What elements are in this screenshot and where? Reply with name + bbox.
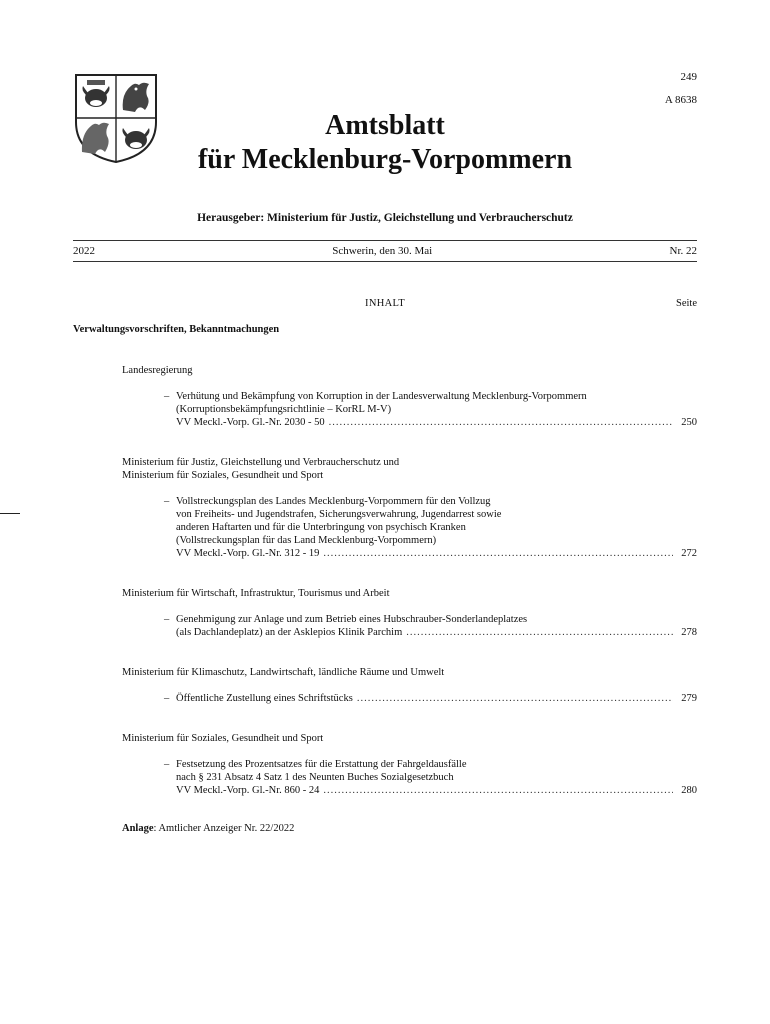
entry-title: Festsetzung des Prozentsatzes für die Erstattung der Fahrgeldausfälle xyxy=(176,759,467,770)
entry-line: (Korruptionsbekämpfungsrichtlinie – KorRL M-V) xyxy=(176,404,392,415)
entry-dash: – xyxy=(164,614,170,625)
page-number: 249 xyxy=(680,71,697,83)
entry-line: nach § 231 Absatz 4 Satz 1 des Neunten Buches Sozialgesetzbuch xyxy=(176,772,454,783)
entry-leader-line xyxy=(164,547,697,560)
publisher: Herausgeber: Ministerium für Justiz, Gleichstellung und Verbraucherschutz xyxy=(197,212,573,224)
issue-place-date: Schwerin, den 30. Mai xyxy=(332,245,433,257)
margin-mark xyxy=(0,513,20,514)
toc-entry[interactable] xyxy=(164,758,697,797)
attachment-text: : Amtlicher Anzeiger Nr. 22/2022 xyxy=(153,823,295,834)
toc-entry[interactable] xyxy=(164,390,697,429)
issue-number: Nr. 22 xyxy=(669,245,697,257)
toc-heading: INHALT xyxy=(365,298,405,309)
toc-entry[interactable] xyxy=(164,692,697,705)
issue-year: 2022 xyxy=(73,245,95,257)
toc-page-column-label: Seite xyxy=(676,298,697,309)
toc-org: Ministerium für Soziales, Gesundheit und Sport xyxy=(122,733,324,744)
toc-entry[interactable] xyxy=(164,613,697,639)
entry-dash: – xyxy=(164,693,170,704)
journal-title: Amtsblatt xyxy=(325,110,445,141)
attachment-label: Anlage xyxy=(122,823,154,834)
entry-title: Verhütung und Bekämpfung von Korruption in der Landesverwaltung Mecklenburg-Vorpommern xyxy=(176,391,587,402)
entry-title: Öffentliche Zustellung eines Schriftstücks xyxy=(176,693,353,704)
entry-leader-line xyxy=(164,692,697,705)
entry-title: Genehmigung zur Anlage und zum Betrieb eines Hubschrauber-Sonderlandeplatzes xyxy=(176,614,528,625)
journal-subtitle: für Mecklenburg-Vorpommern xyxy=(197,144,573,175)
entry-page: 272 xyxy=(681,548,697,559)
entry-reference: (als Dachlandeplatz) an der Asklepios Klinik Parchim xyxy=(176,627,403,638)
toc-section-heading: Verwaltungsvorschriften, Bekanntmachungen xyxy=(73,324,280,335)
entry-reference: VV Meckl.-Vorp. Gl.-Nr. 312 - 19 xyxy=(176,548,320,559)
issue-meta-row xyxy=(73,245,697,257)
entry-leader-line xyxy=(164,626,697,639)
entry-page: 279 xyxy=(681,693,697,704)
attachment-note xyxy=(122,823,294,834)
bottom-divider xyxy=(73,261,697,262)
entry-page: 278 xyxy=(681,627,697,638)
entry-line: anderen Haftarten und für die Unterbringung von psychisch Kranken xyxy=(176,522,466,533)
entry-leader-line xyxy=(164,416,697,429)
entry-leader-line xyxy=(164,784,697,797)
entry-page: 280 xyxy=(681,785,697,796)
entry-page: 250 xyxy=(681,417,697,428)
entry-dash: – xyxy=(164,496,170,507)
toc-entry[interactable] xyxy=(164,495,697,560)
entry-title: Vollstreckungsplan des Landes Mecklenburg-Vorpommern für den Vollzug xyxy=(176,496,491,507)
entry-line: von Freiheits- und Jugendstrafen, Sicherungsverwahrung, Jugendarrest sowie xyxy=(176,509,502,520)
toc-org: Landesregierung xyxy=(122,365,193,376)
entry-dash: – xyxy=(164,391,170,402)
toc-org: Ministerium für Justiz, Gleichstellung und Verbraucherschutz und Ministerium für Soziales, Gesundheit und Sport xyxy=(122,457,400,481)
toc-org: Ministerium für Klimaschutz, Landwirtschaft, ländliche Räume und Umwelt xyxy=(122,667,445,678)
top-divider xyxy=(73,240,697,241)
entry-reference: VV Meckl.-Vorp. Gl.-Nr. 2030 - 50 xyxy=(176,417,325,428)
issn-code: A 8638 xyxy=(664,94,697,106)
toc-org: Ministerium für Wirtschaft, Infrastruktur, Tourismus und Arbeit xyxy=(122,588,390,599)
entry-dash: – xyxy=(164,759,170,770)
entry-reference: VV Meckl.-Vorp. Gl.-Nr. 860 - 24 xyxy=(176,785,320,796)
entry-line: (Vollstreckungsplan für das Land Mecklenburg-Vorpommern) xyxy=(176,535,437,546)
